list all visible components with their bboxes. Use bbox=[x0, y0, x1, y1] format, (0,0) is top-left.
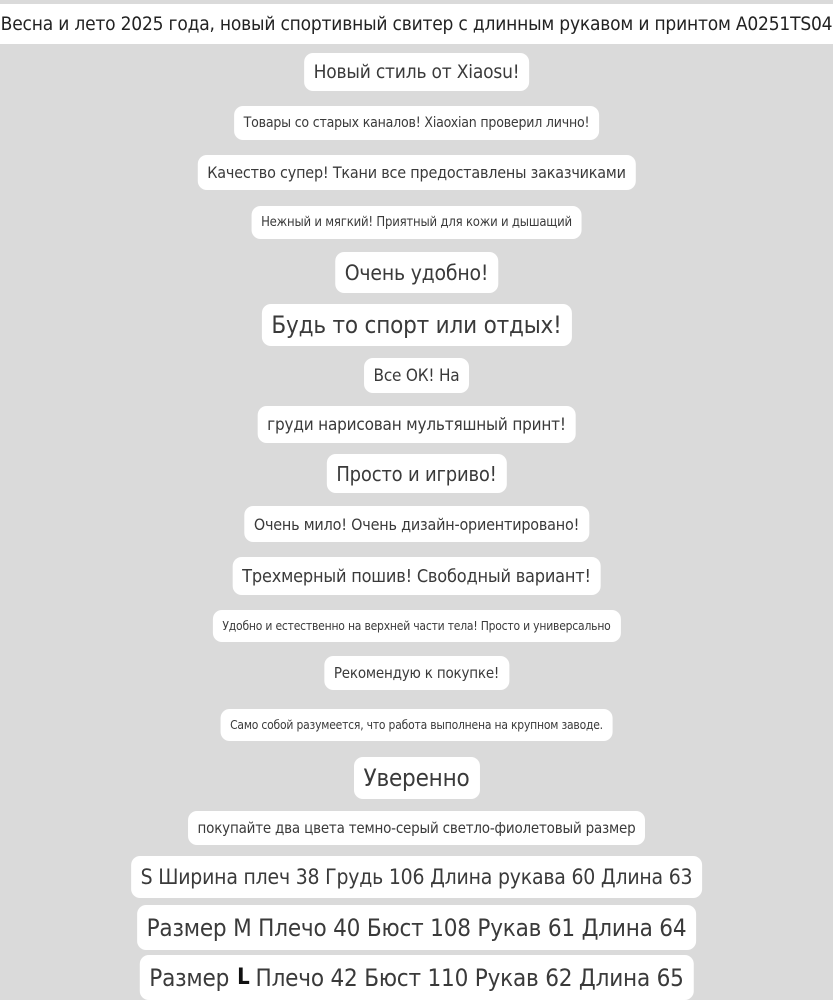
size-m-line: Размер M Плечо 40 Бюст 108 Рукав 61 Длина 64 bbox=[137, 905, 697, 950]
caption-line-15: Само собой разумеется, что работа выполнена на крупном заводе. bbox=[220, 709, 613, 741]
size-l-letter: L bbox=[237, 965, 250, 990]
caption-line-3: Товары со старых каналов! Xiaoxian проверил лично! bbox=[234, 106, 600, 140]
size-l-measurements: Плечо 42 Бюст 110 Рукав 62 Длина 65 bbox=[255, 963, 684, 992]
caption-line-1: Весна и лето 2025 года, новый спортивный свитер с длинным рукавом и принтом A0251TS04 bbox=[0, 4, 833, 44]
caption-line-13: Удобно и естественно на верхней части тела! Просто и универсально bbox=[212, 610, 620, 642]
caption-line-5: Нежный и мягкий! Приятный для кожи и дышащий bbox=[251, 206, 582, 239]
caption-line-10: Просто и игриво! bbox=[326, 454, 506, 493]
caption-line-7: Будь то спорт или отдых! bbox=[261, 304, 571, 346]
caption-line-8: Все ОК! На bbox=[364, 358, 470, 393]
caption-line-6: Очень удобно! bbox=[335, 252, 498, 293]
size-s-line: S Ширина плеч 38 Грудь 106 Длина рукава 60 Длина 63 bbox=[131, 856, 703, 898]
caption-line-2: Новый стиль от Xiaosu! bbox=[304, 53, 530, 91]
caption-line-4: Качество супер! Ткани все предоставлены заказчиками bbox=[197, 155, 635, 190]
caption-line-9: груди нарисован мультяшный принт! bbox=[257, 406, 576, 443]
caption-line-14: Рекомендую к покупке! bbox=[324, 656, 509, 690]
size-l-line bbox=[139, 955, 693, 1000]
caption-line-11: Очень мило! Очень дизайн-ориентировано! bbox=[244, 506, 589, 542]
caption-line-16: Уверенно bbox=[353, 757, 479, 799]
caption-line-12: Трехмерный пошив! Свободный вариант! bbox=[232, 557, 601, 595]
caption-line-17: покупайте два цвета темно-серый светло-фиолетовый размер bbox=[188, 811, 646, 845]
size-l-prefix: Размер bbox=[149, 963, 230, 992]
